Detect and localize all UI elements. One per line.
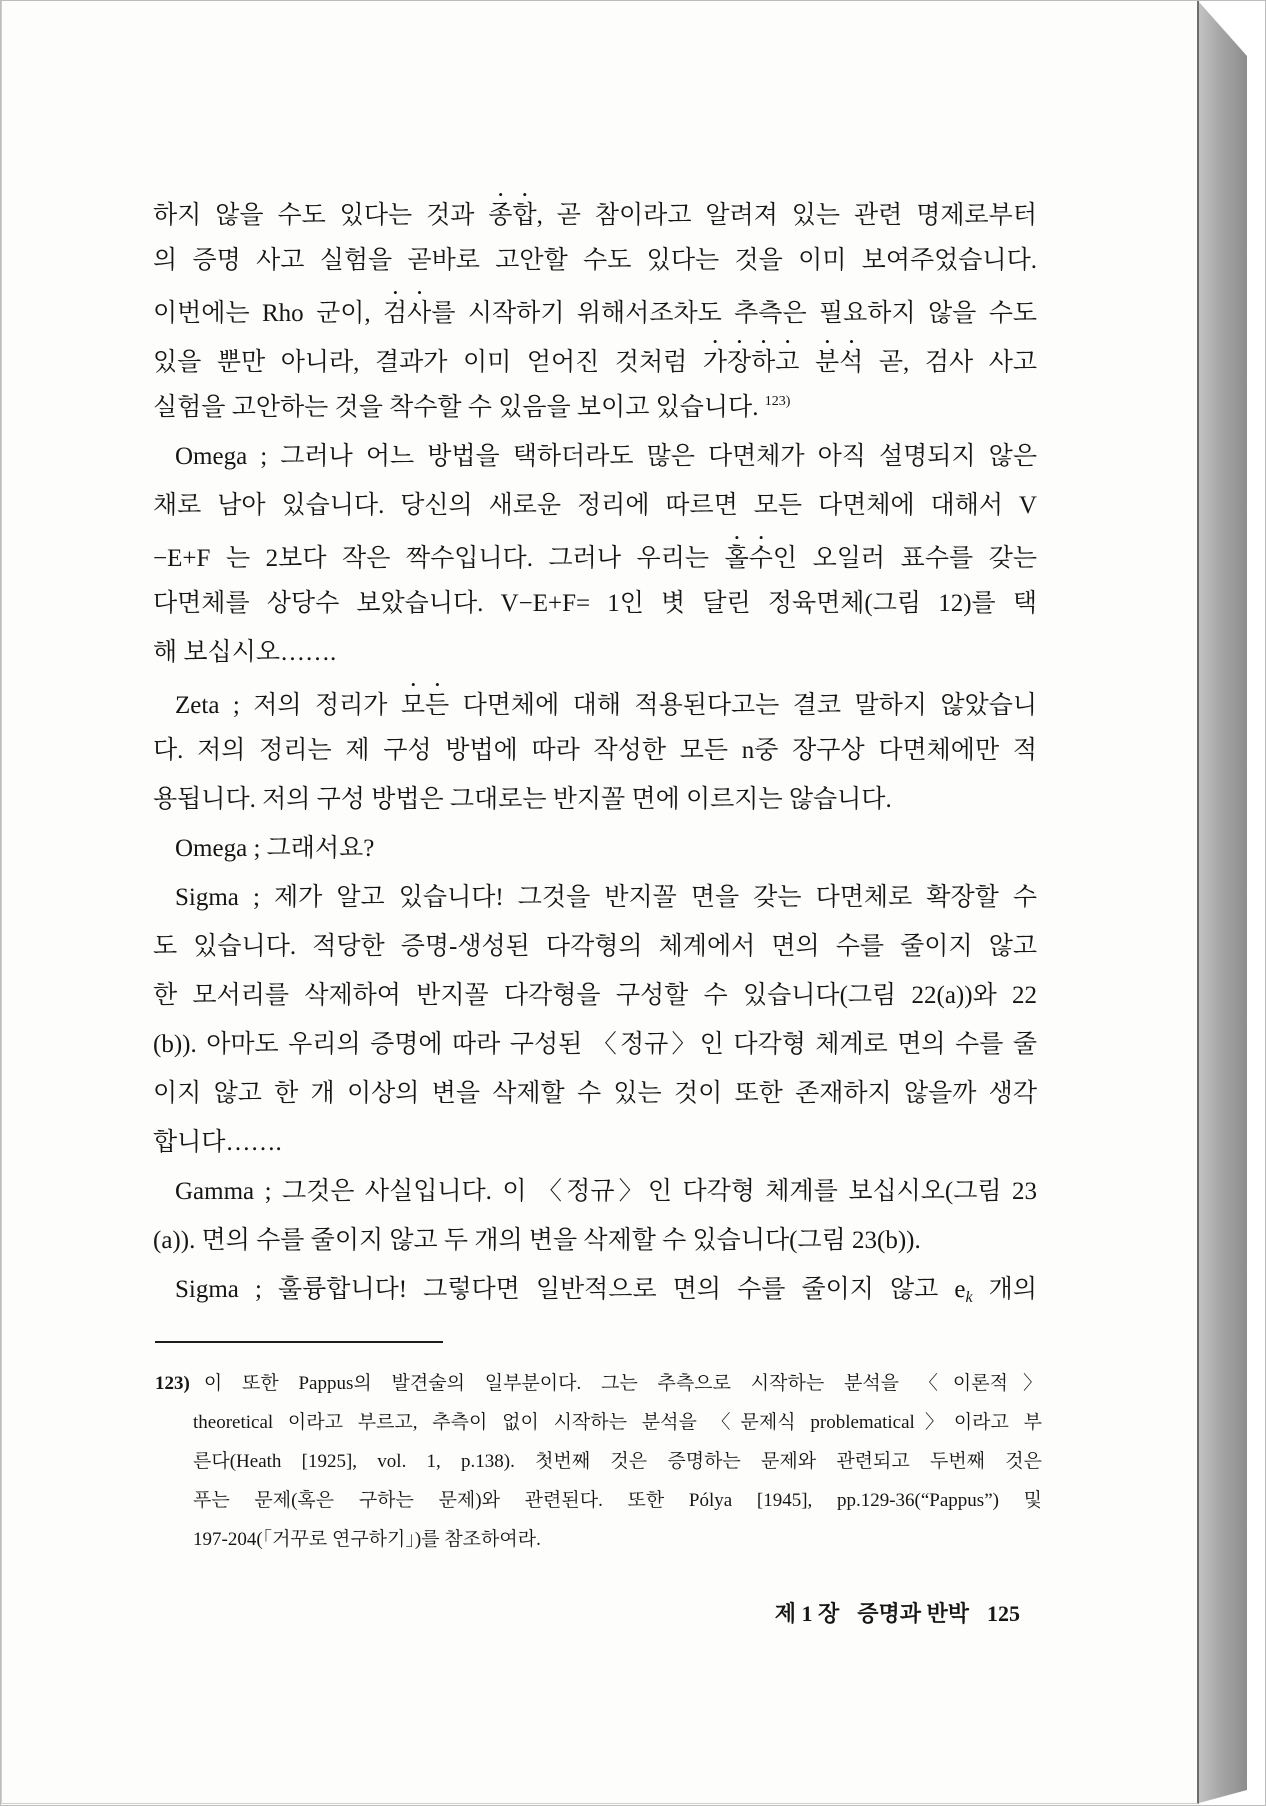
body-text <box>153 187 1037 1314</box>
line-text: (b)). 아마도 우리의 증명에 따라 구성된 〈정규〉인 다각형 체계로 면의 수를 줄 <box>153 1031 1037 1058</box>
line-text: 이지 않고 한 개 이상의 변을 삭제할 수 있는 것이 또한 존재하지 않을까 생각 <box>153 1080 1037 1107</box>
body-line <box>153 1020 1037 1069</box>
body-line <box>153 383 1037 432</box>
body-line <box>153 824 1037 873</box>
line-text: 다. 저의 정리는 제 구성 방법에 따라 작성한 모든 n중 장구상 다면체에만 적 <box>153 737 1037 764</box>
line-text: 다면체를 상당수 보았습니다. V−E+F= 1인 볏 달린 정육면체(그림 12)를 택 <box>153 590 1037 617</box>
body-line <box>153 236 1037 285</box>
body-line <box>153 1118 1037 1167</box>
line-text: Omega ; 그래서요? <box>175 835 375 862</box>
page-stack-edge <box>1199 2 1247 1803</box>
body-line <box>153 432 1037 481</box>
line-text: Sigma ; 제가 알고 있습니다! 그것을 반지꼴 면을 갖는 다면체로 확장할 수 <box>175 884 1037 911</box>
line-text: 실험을 고안하는 것을 착수할 수 있음을 보이고 있습니다. <box>153 394 765 421</box>
footnote-text: 197-204(「거꾸로 연구하기」)를 참조하여라. <box>193 1529 541 1550</box>
line-text: 합니다……. <box>153 1129 282 1156</box>
page-number: 125 <box>987 1601 1020 1626</box>
footnote <box>155 1364 1042 1559</box>
footnote-line <box>155 1442 1042 1481</box>
line-text: , 곧 참이라고 알려져 있는 관련 명제로부터 <box>536 202 1037 229</box>
line-text: Zeta ; 저의 정리가 <box>175 692 401 719</box>
footnote-number: 123) <box>155 1373 190 1394</box>
body-line <box>153 775 1037 824</box>
emphasized-text: 가장하고 분석 <box>702 349 864 376</box>
body-line <box>153 481 1037 530</box>
footnote-separator <box>155 1341 443 1343</box>
line-text: 채로 남아 있습니다. 당신의 새로운 정리에 따르면 모든 다면체에 대해서 V <box>153 492 1037 519</box>
body-line <box>153 334 1037 383</box>
emphasized-text: 모든 <box>400 692 450 719</box>
body-line <box>153 1216 1037 1265</box>
body-line <box>153 873 1037 922</box>
footnote-line <box>155 1520 1042 1559</box>
body-line <box>153 628 1037 677</box>
line-text: 하지 않을 수도 있다는 것과 <box>153 202 489 229</box>
emphasized-text: 종합 <box>488 202 537 229</box>
footnote-line <box>155 1481 1042 1520</box>
line-text: 이번에는 Rho 군이, <box>153 300 384 327</box>
body-line <box>153 726 1037 775</box>
chapter-title: 증명과 반박 <box>857 1601 969 1626</box>
body-line <box>153 285 1037 334</box>
body-line <box>153 1265 1037 1314</box>
footnote-text: 이 또한 Pappus의 발견술의 일부분이다. 그는 추측으로 시작하는 분석을 〈이론적〉 <box>203 1373 1042 1394</box>
line-text: 해 보십시오……. <box>153 639 337 666</box>
line-text: Sigma ; 훌륭합니다! 그렇다면 일반적으로 면의 수를 줄이지 않고 e <box>175 1276 966 1303</box>
line-text: 인 오일러 표수를 갖는 <box>772 545 1037 572</box>
chapter-label: 제 1 장 <box>774 1601 840 1626</box>
line-text: 곧, 검사 사고 <box>863 349 1037 376</box>
footnote-text: 른다(Heath [1925], vol. 1, p.138). 첫번째 것은 증명하는 문제와 관련되고 두번째 것은 <box>193 1451 1042 1472</box>
line-text: 도 있습니다. 적당한 증명-생성된 다각형의 체계에서 면의 수를 줄이지 않고 <box>153 933 1037 960</box>
body-line <box>153 1069 1037 1118</box>
body-line <box>153 922 1037 971</box>
line-text: 용됩니다. 저의 구성 방법은 그대로는 반지꼴 면에 이르지는 않습니다. <box>153 786 892 813</box>
footnote-reference: 123) <box>764 394 791 409</box>
body-line <box>153 530 1037 579</box>
line-text: 의 증명 사고 실험을 곧바로 고안할 수도 있다는 것을 이미 보여주었습니다. <box>153 247 1037 274</box>
subscript-text: k <box>965 1289 973 1306</box>
line-text: Gamma ; 그것은 사실입니다. 이 〈정규〉인 다각형 체계를 보십시오(그림 23 <box>175 1178 1037 1205</box>
body-line <box>153 1167 1037 1216</box>
footnote-line <box>155 1364 1042 1403</box>
line-text: Omega ; 그러나 어느 방법을 택하더라도 많은 다면체가 아직 설명되지 않은 <box>175 443 1037 470</box>
line-text: −E+F 는 2보다 작은 짝수입니다. 그러나 우리는 <box>153 545 725 572</box>
body-line <box>153 187 1037 236</box>
line-text: 를 시작하기 위해서조차도 추측은 필요하지 않을 수도 <box>431 300 1037 327</box>
line-text: 개의 <box>972 1276 1037 1303</box>
line-text: 있을 뿐만 아니라, 결과가 이미 얻어진 것처럼 <box>153 349 703 376</box>
line-text: 한 모서리를 삭제하여 반지꼴 다각형을 구성할 수 있습니다(그림 22(a))와 22 <box>153 982 1037 1009</box>
emphasized-text: 검사 <box>383 300 432 327</box>
emphasized-text: 홀수 <box>724 545 773 572</box>
body-line <box>153 677 1037 726</box>
line-text: 다면체에 대해 적용된다고는 결코 말하지 않았습니 <box>449 692 1037 719</box>
body-line <box>153 579 1037 628</box>
body-line <box>153 971 1037 1020</box>
footnote-text: theoretical 이라고 부르고, 추측이 없이 시작하는 분석을 〈문제식 problematical〉이라고 부 <box>193 1412 1042 1433</box>
running-footer <box>775 1597 1020 1628</box>
line-text: (a)). 면의 수를 줄이지 않고 두 개의 변을 삭제할 수 있습니다(그림 23(b)). <box>153 1227 921 1254</box>
footnote-line <box>155 1403 1042 1442</box>
footnote-text: 푸는 문제(혹은 구하는 문제)와 관련된다. 또한 Pólya [1945], pp.129-36(“Pappus”) 및 <box>193 1490 1042 1511</box>
